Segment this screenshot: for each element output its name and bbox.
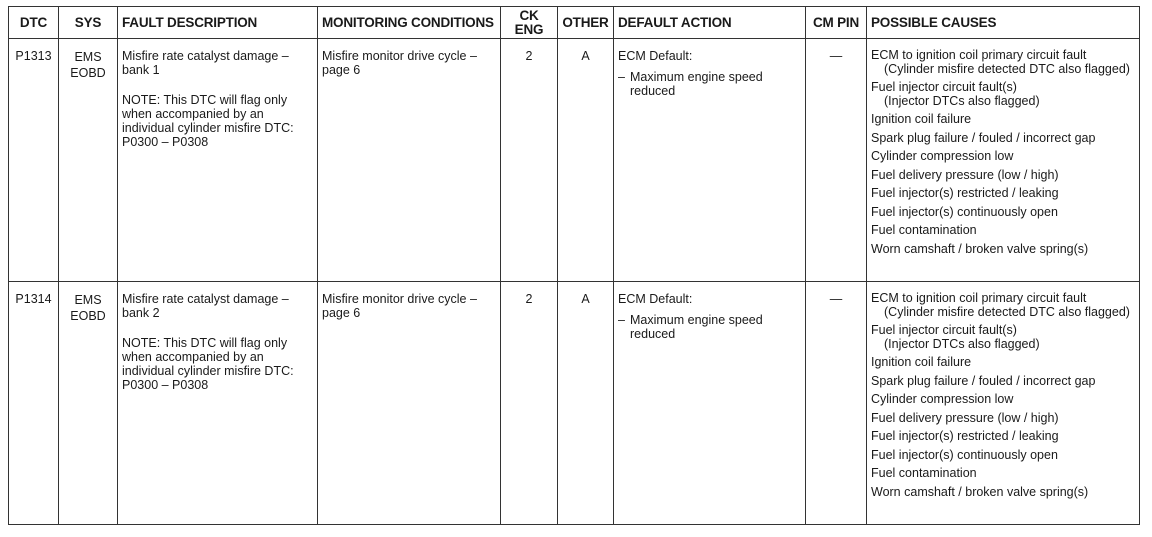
default-action-cell [614,282,806,525]
other-value: A [558,39,614,282]
cause-item [871,324,1135,351]
cause-item [871,81,1135,108]
cause-text: Ignition coil failure [871,112,972,126]
fault-note: NOTE: This DTC will flag only when accompanied by an individual cylinder misfire DTC: P0300 – P0308 [122,93,294,149]
cause-text: Fuel injector circuit fault(s) [871,80,1017,94]
dash-marker: – [618,70,625,84]
dtc-code: P1314 [9,282,59,525]
cause-item [871,224,1135,238]
cause-item [871,206,1135,220]
cause-text: Fuel injector circuit fault(s) [871,323,1017,337]
fault-description-cell [118,282,318,525]
cause-item [871,412,1135,426]
fault-description-cell [118,39,318,282]
cause-text: Fuel injector(s) restricted / leaking [871,429,1059,443]
header-row [9,7,1140,39]
header-dtc: DTC [9,7,59,39]
possible-causes-cell [867,282,1140,525]
other-value: A [558,282,614,525]
cause-item [871,243,1135,257]
cause-item [871,486,1135,500]
cause-subtext: (Cylinder misfire detected DTC also flagged) [884,61,1130,76]
cause-text: Ignition coil failure [871,355,972,369]
cause-item [871,375,1135,389]
ck-eng-value: 2 [501,39,558,282]
cause-text: Fuel injector(s) restricted / leaking [871,186,1059,200]
cause-subtext: (Injector DTCs also flagged) [884,93,1040,108]
cause-text: Worn camshaft / broken valve spring(s) [871,241,1089,256]
default-action-cell [614,39,806,282]
fault-description: Misfire rate catalyst damage – bank 2 [122,292,289,320]
cm-pin-value: — [806,39,867,282]
cause-text: ECM to ignition coil primary circuit fault [871,48,1087,62]
table-row [9,39,1140,282]
cause-item [871,467,1135,481]
header-sys: SYS [59,7,118,39]
cause-text: Fuel injector(s) continuously open [871,204,1058,219]
header-ck-eng: CK ENG [501,7,558,39]
cause-item [871,292,1135,319]
cause-text: Worn camshaft / broken valve spring(s) [871,484,1089,499]
cause-item [871,49,1135,76]
cause-text: Cylinder compression low [871,149,1014,163]
cause-item [871,393,1135,407]
cause-item [871,150,1135,164]
default-action-label: ECM Default: [618,292,693,306]
fault-description: Misfire rate catalyst damage – bank 1 [122,49,289,77]
cause-item [871,356,1135,370]
monitoring-conditions: Misfire monitor drive cycle – page 6 [318,282,501,525]
cause-text: Fuel contamination [871,223,977,237]
header-monitoring-conditions: MONITORING CONDITIONS [318,7,501,39]
cm-pin-value: — [806,282,867,525]
cause-text: Fuel contamination [871,466,977,480]
table-row [9,282,1140,525]
header-cm-pin: CM PIN [806,7,867,39]
dash-marker: – [618,313,625,327]
default-action-item [618,70,801,98]
default-action-text: Maximum engine speed reduced [630,313,763,341]
header-default-action: DEFAULT ACTION [614,7,806,39]
cause-text: Spark plug failure / fouled / incorrect gap [871,130,1096,145]
dtc-table-container [8,6,1140,525]
dtc-code: P1313 [9,39,59,282]
header-fault-description: FAULT DESCRIPTION [118,7,318,39]
sys-cell [59,39,118,282]
sys-value: EMS [74,293,102,307]
cause-item [871,430,1135,444]
header-other: OTHER [558,7,614,39]
possible-causes-cell [867,39,1140,282]
sys-value: EOBD [70,309,106,323]
cause-item [871,169,1135,183]
cause-text: Cylinder compression low [871,392,1014,406]
cause-text: Fuel delivery pressure (low / high) [871,410,1059,425]
cause-item [871,113,1135,127]
cause-item [871,449,1135,463]
cause-item [871,187,1135,201]
monitoring-conditions: Misfire monitor drive cycle – page 6 [318,39,501,282]
cause-item [871,132,1135,146]
cause-text: Spark plug failure / fouled / incorrect gap [871,373,1096,388]
cause-text: Fuel injector(s) continuously open [871,447,1058,462]
table-body [9,39,1140,525]
cause-text: Fuel delivery pressure (low / high) [871,167,1059,182]
dtc-table [8,6,1140,525]
sys-cell [59,282,118,525]
sys-value: EOBD [70,66,106,80]
ck-eng-value: 2 [501,282,558,525]
cause-subtext: (Injector DTCs also flagged) [884,336,1040,351]
cause-text: ECM to ignition coil primary circuit fault [871,291,1087,305]
default-action-item [618,313,801,341]
default-action-text: Maximum engine speed reduced [630,70,763,98]
header-possible-causes: POSSIBLE CAUSES [867,7,1140,39]
sys-value: EMS [74,50,102,64]
cause-subtext: (Cylinder misfire detected DTC also flagged) [884,304,1130,319]
fault-note: NOTE: This DTC will flag only when accompanied by an individual cylinder misfire DTC: P0300 – P0308 [122,336,294,392]
default-action-label: ECM Default: [618,49,693,63]
